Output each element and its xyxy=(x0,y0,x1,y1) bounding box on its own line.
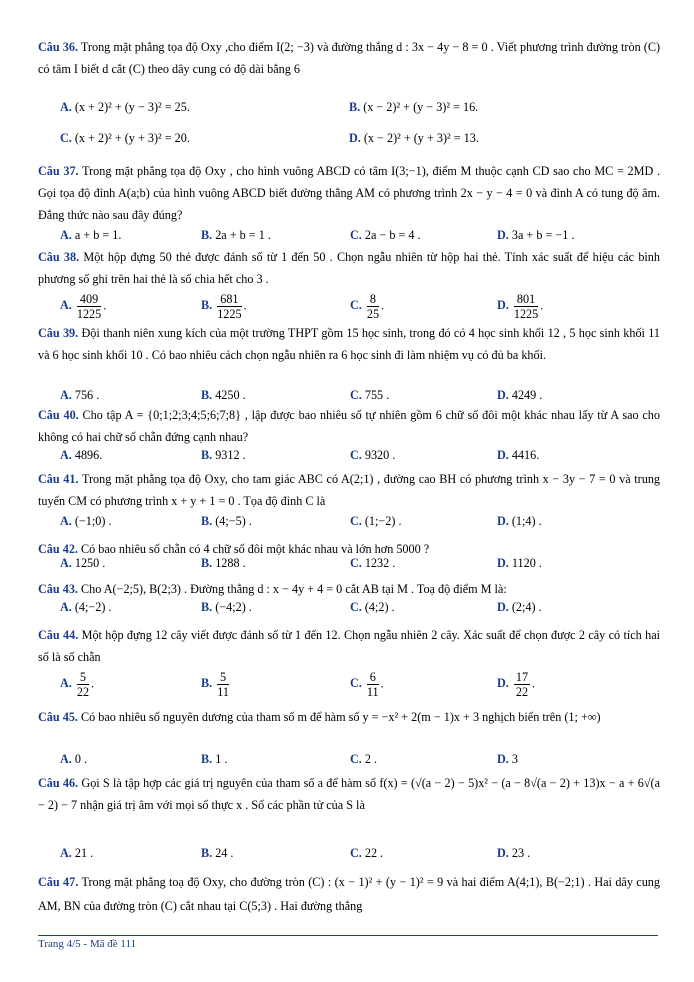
option-a: A. (−1;0) . xyxy=(60,514,112,528)
question-number: Câu 42. xyxy=(38,542,78,556)
options-row xyxy=(38,846,660,868)
question-text: Gọi S là tập hợp các giá trị nguyên của tham số a để hàm số f(x) = (√(a − 2) − 5)x² − (a − 8√(a − 2) + 13)x − a + 6√(a − 2) − 7 nhận giá trị âm với mọi số thực x . Số các phần tử của S là xyxy=(38,776,660,812)
option-a: A. 756 . xyxy=(60,388,100,402)
option-c: C. 755 . xyxy=(350,388,390,402)
question-number: Câu 39. xyxy=(38,326,79,340)
option-c: C. $\frac{6}{11}$ . xyxy=(350,670,384,699)
option-c: C. $\frac{8}{25}$ . xyxy=(350,292,385,321)
question-number: Câu 43. xyxy=(38,582,78,596)
question-text: Có bao nhiêu số nguyên dương của tham số m để hàm số y = −x² + 2(m − 1)x + 3 nghịch biến trên (1; +∞) xyxy=(81,710,601,724)
option-d: D. $\frac{17}{22}$ . xyxy=(497,670,536,699)
option-c: C. (4;2) . xyxy=(350,600,395,614)
option-b: B. 9312 . xyxy=(201,448,246,462)
option-a: A. a + b = 1. xyxy=(60,228,122,242)
option-b: B. (−4;2) . xyxy=(201,600,252,614)
option-d: D. 3a + b = −1 . xyxy=(497,228,575,242)
option-b: B. 24 . xyxy=(201,846,234,860)
question-40 xyxy=(38,404,660,448)
question-number: Câu 46. xyxy=(38,776,79,790)
option-a: A. 0 . xyxy=(60,752,88,766)
option-a: A. 1250 . xyxy=(60,556,106,570)
option-c: C. (x + 2)² + (y + 3)² = 20. xyxy=(60,131,190,145)
options-row xyxy=(38,514,660,536)
option-b: B. (x − 2)² + (y − 3)² = 16. xyxy=(349,100,479,114)
question-36 xyxy=(38,36,660,80)
option-b: B. 1 . xyxy=(201,752,228,766)
page-footer: Trang 4/5 - Mã đề 111 xyxy=(38,938,137,950)
question-text: Trong mặt phẳng tọa độ Oxy, cho tam giác ABC có A(2;1) , đường cao BH có phương trình x − 3y − 7 = 0 và trung tuyến CM có phương trình x + y + 1 = 0 . Tọa độ đỉnh C là xyxy=(38,472,661,508)
option-b: B. $\frac{5}{11}$ xyxy=(201,670,229,699)
option-b: B. (4;−5) . xyxy=(201,514,252,528)
option-b: B. $\frac{681}{1225}$ . xyxy=(201,292,247,321)
option-a: A. $\frac{5}{22}$ . xyxy=(60,670,95,699)
options-row xyxy=(38,600,660,622)
question-number: Câu 45. xyxy=(38,710,78,724)
question-text: Một hộp đựng 12 cây viết được đánh số từ 1 đến 12. Chọn ngẫu nhiên 2 cây. Xác suất để chọn được 2 cây có tích hai số là số chẵn xyxy=(38,628,660,664)
question-38 xyxy=(38,246,660,290)
options-row xyxy=(38,448,660,470)
option-c: C. 22 . xyxy=(350,846,384,860)
question-45 xyxy=(38,706,660,728)
question-text: Trong mặt phẳng toạ độ Oxy, cho đường tròn (C) : (x − 1)² + (y − 1)² = 9 và hai điểm A(4;1), B(−2;1) . Hai dây cung AM, BN của đường tròn (C) cắt nhau tại C(5;3) . Hai đường thẳng xyxy=(38,875,660,913)
option-c: C. 9320 . xyxy=(350,448,396,462)
question-number: Câu 38. xyxy=(38,250,80,264)
options-row xyxy=(38,100,660,122)
option-b: B. 2a + b = 1 . xyxy=(201,228,271,242)
question-number: Câu 44. xyxy=(38,628,79,642)
question-43 xyxy=(38,578,660,600)
question-text: Đội thanh niên xung kích của một trường THPT gồm 15 học sinh, trong đó có 4 học sinh khối 12 , 5 học sinh khối 11 và 6 học sinh khối 10 . Có bao nhiêu cách chọn ngẫu nhiên ra 6 học sinh đi làm nhiệm vụ có đủ ba khối. xyxy=(38,326,660,362)
question-text: Trong mặt phẳng tọa độ Oxy ,cho điểm I(2; −3) và đường thẳng d : 3x − 4y − 8 = 0 . Viết phương trình đường tròn (C) có tâm I biết d cắt (C) theo dây cung có độ dài bằng 6 xyxy=(38,40,661,76)
options-row xyxy=(38,670,660,704)
option-d: D. $\frac{801}{1225}$ . xyxy=(497,292,544,321)
options-row xyxy=(38,292,660,326)
option-c: C. 2a − b = 4 . xyxy=(350,228,421,242)
question-text: Cho A(−2;5), B(2;3) . Đường thẳng d : x − 4y + 4 = 0 cắt AB tại M . Toạ độ điểm M là: xyxy=(81,582,507,596)
option-a: A. $\frac{409}{1225}$ . xyxy=(60,292,107,321)
question-37 xyxy=(38,160,660,226)
question-number: Câu 37. xyxy=(38,164,79,178)
options-row xyxy=(38,752,660,774)
question-number: Câu 36. xyxy=(38,40,79,54)
question-text: Có bao nhiêu số chẵn có 4 chữ số đôi một khác nhau và lớn hơn 5000 ? xyxy=(81,542,430,556)
options-row xyxy=(38,556,660,578)
question-46 xyxy=(38,772,660,816)
option-a: A. 4896. xyxy=(60,448,103,462)
option-b: B. 4250 . xyxy=(201,388,246,402)
question-text: Một hộp đựng 50 thẻ được đánh số từ 1 đến 50 . Chọn ngẫu nhiên từ hộp hai thẻ. Tính xác suất để hiệu các bình phương số ghi trên hai thẻ là số chia hết cho 3 . xyxy=(38,250,660,286)
option-d: D. 23 . xyxy=(497,846,531,860)
option-c: C. 2 . xyxy=(350,752,378,766)
question-number: Câu 41. xyxy=(38,472,79,486)
option-a: A. (4;−2) . xyxy=(60,600,112,614)
option-c: C. (1;−2) . xyxy=(350,514,402,528)
option-d: D. 4249 . xyxy=(497,388,543,402)
options-row xyxy=(38,131,660,153)
footer-divider xyxy=(38,935,658,936)
option-d: D. 4416. xyxy=(497,448,540,462)
question-41 xyxy=(38,468,660,512)
option-d: D. 1120 . xyxy=(497,556,542,570)
option-d: D. (x − 2)² + (y + 3)² = 13. xyxy=(349,131,479,145)
option-d: D. 3 xyxy=(497,752,518,766)
option-d: D. (2;4) . xyxy=(497,600,542,614)
question-44 xyxy=(38,624,660,668)
option-b: B. 1288 . xyxy=(201,556,246,570)
question-text: Trong mặt phẳng tọa độ Oxy , cho hình vuông ABCD có tâm I(3;−1), điểm M thuộc cạnh CD sao cho MC = 2MD . Gọi tọa độ đỉnh A(a;b) của hình vuông ABCD biết đường thẳng AM có phương trình 2x − y − 4 = 0 và đỉnh A có tung độ âm. Đẳng thức nào sau đây đúng? xyxy=(38,164,660,222)
option-a: A. 21 . xyxy=(60,846,94,860)
question-47 xyxy=(38,870,660,918)
question-number: Câu 40. xyxy=(38,408,79,422)
question-number: Câu 47. xyxy=(38,875,79,889)
option-d: D. (1;4) . xyxy=(497,514,542,528)
question-39 xyxy=(38,322,660,366)
option-a: A. (x + 2)² + (y − 3)² = 25. xyxy=(60,100,190,114)
question-text: Cho tập A = {0;1;2;3;4;5;6;7;8} , lập được bao nhiêu số tự nhiên gồm 6 chữ số đôi một khác nhau lấy từ A sao cho không có hai chữ số chẵn đứng cạnh nhau? xyxy=(38,408,660,444)
option-c: C. 1232 . xyxy=(350,556,396,570)
